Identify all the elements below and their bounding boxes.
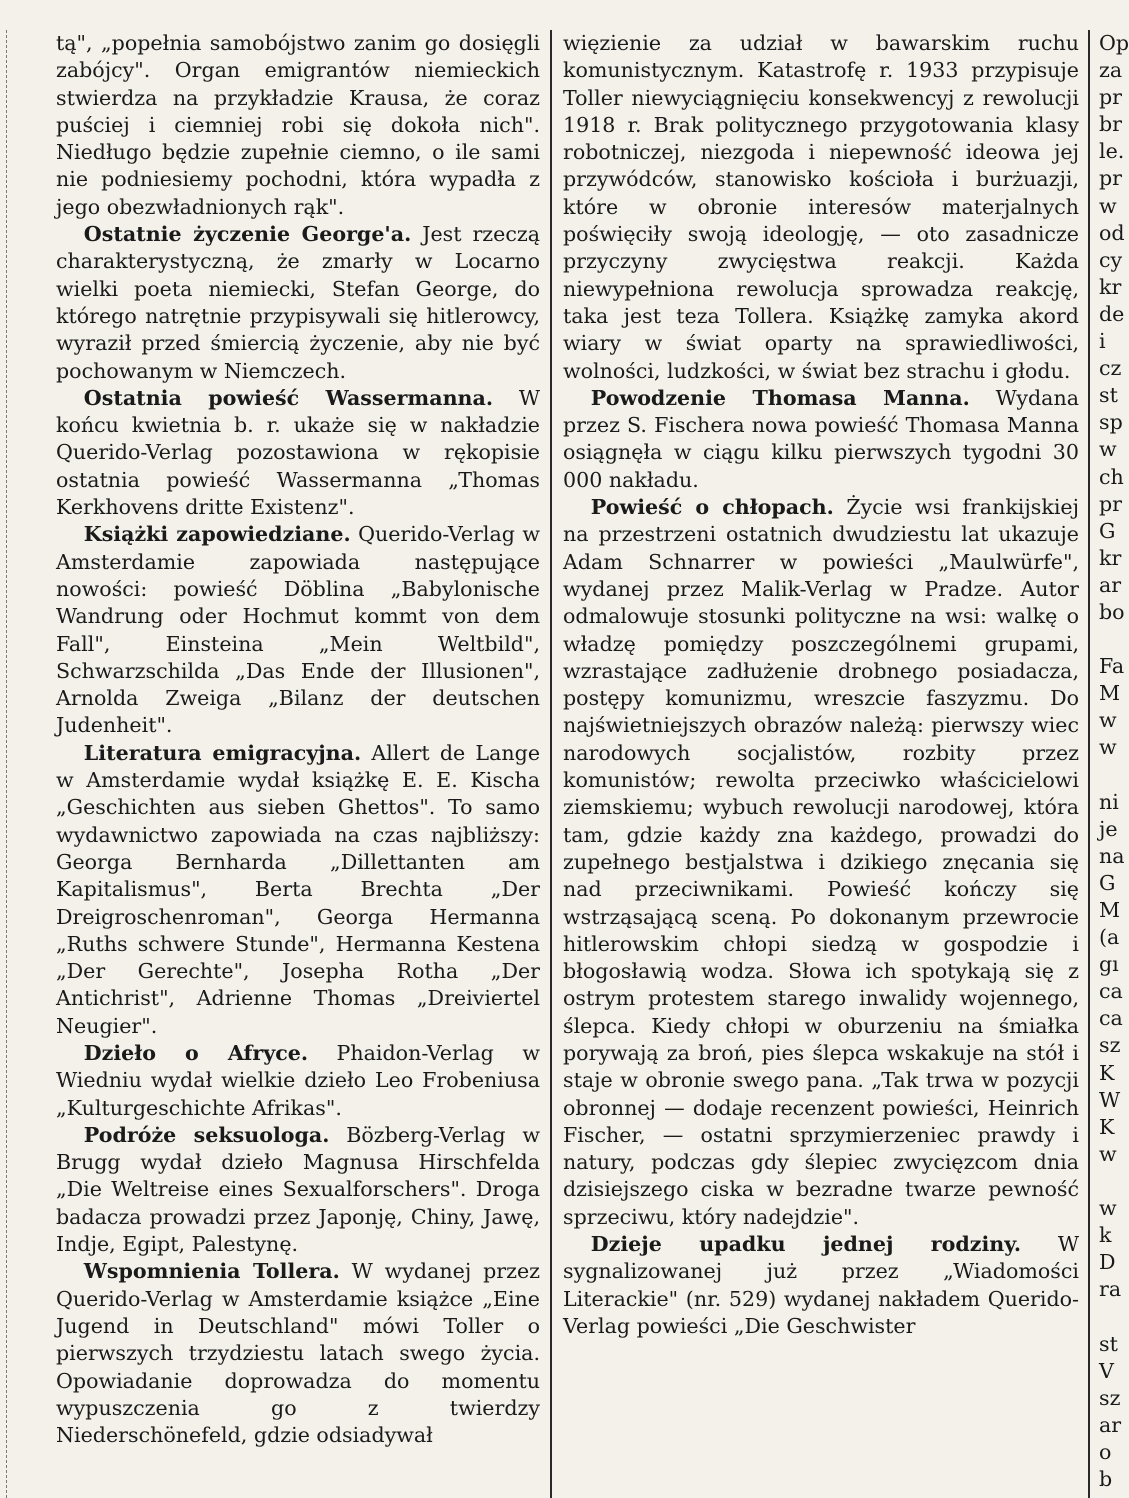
page-edge-line [6, 30, 8, 1498]
news-item [56, 221, 540, 385]
cropped-line-fragment: w [1099, 437, 1117, 462]
cropped-line-fragment: Op [1099, 31, 1129, 55]
cropped-line-fragment: sp [1099, 410, 1123, 435]
cropped-line-fragment: cy [1099, 247, 1123, 272]
news-item [56, 740, 540, 1040]
column-middle [563, 30, 1079, 1340]
cropped-line-fragment: w [1099, 193, 1117, 218]
cropped-line-fragment: V [1099, 1358, 1114, 1383]
column-left-items [56, 221, 540, 1449]
cropped-line-fragment: w [1099, 708, 1117, 733]
news-item [563, 1231, 1079, 1340]
cropped-line-fragment: b [1099, 1466, 1113, 1491]
news-item-text: W wydanej przez Querido-Verlag w Amsterdamie książce „Eine Jugend in Deutschland" mówi Toller o pierwszych trzydziestu latach swego życia. Opowiadanie doprowadza do momentu wypuszczenia go z twierdzy Niederschönefeld, gdzie odsiadywał [56, 1259, 540, 1448]
cropped-line-fragment: pr [1099, 166, 1123, 191]
cropped-line-fragment: na [1099, 843, 1125, 868]
cropped-line-fragment: bo [1099, 599, 1125, 624]
column-left-intro: tą", „popełnia samobójstwo zanim go dosięgli zabójcy". Organ emigrantów niemieckich stwierdza na przykładzie Krausa, że coraz puściej i ciemniej robi się dokoła nich". Niedługo będzie zupełnie ciemno, o ile sami nie podniesiemy pochodni, która wypadła z jego obezwładnionych rąk". [56, 31, 540, 219]
cropped-line-fragment: ni [1099, 789, 1119, 814]
column-middle-intro: więzienie za udział w bawarskim ruchu komunistycznym. Katastrofę r. 1933 przypisuje Toller niewyciągnięciu konsekwencyj z rewolucji 1918 r. Brak politycznego przygotowania klasy robotniczej, niezgoda i niepewność ideowa jej przywódców, stanowisko kościoła i burżuazji, które w obronie interesów materjalnych poświęciły swoją ideologję, — oto zasadnicze przyczyny zwycięstwa reakcji. Każda niewypełniona rewolucja sprowadza reakcję, taka jest teza Tollera. Książkę zamyka akord wiary w świat oparty na sprawiedliwości, wolności, ludzkości, w świat bez strachu i głodu. [563, 31, 1079, 383]
cropped-line-fragment: w [1099, 735, 1117, 760]
cropped-line-fragment: pr [1099, 85, 1123, 110]
news-item-heading: Książki zapowiedziane. [83, 522, 351, 547]
cropped-line-fragment: K [1099, 1060, 1115, 1085]
column-right-cropped [1099, 30, 1129, 1493]
cropped-line-fragment: kr [1099, 545, 1122, 570]
news-item-heading: Dzieło o Afryce. [83, 1040, 309, 1065]
news-item [56, 1040, 540, 1122]
cropped-line-fragment: G [1099, 870, 1116, 895]
cropped-line-fragment: sz [1099, 1033, 1121, 1058]
news-item-text: Życie wsi frankijskiej na przestrzeni ostatnich dwudziestu lat ukazuje Adam Schnarrer w powieści „Maulwürfe", wydanej przez Malik-Verlag w Pradze. Autor odmalowuje stosunki polityczne na wsi: walkę o władzę pomiędzy poszczególnemi grupami, wzrastające zadłużenie drobnego posiadacza, postępy komunizmu, wreszcie faszyzmu. Do najświetniejszych obrazów należą: pierwszy wiec narodowych socjalistów, rozbity przez komunistów; rewolta przeciwko właścicielowi ziemskiemu; wybuch rewolucji narodowej, która tam, gdzie każdy zna każdego, prowadzi do zupełnego bestjalstwa i dzikiego znęcania się nad przeciwnikami. Powieść kończy się wstrząsającą sceną. Po dokonanym przewrocie hitlerowskim chłopi siedzą w gospodzie i błogosławią wodza. Słowa ich spotykają się z ostrym protestem starego inwalidy wojennego, ślepca. Kiedy chłopi w oburzeniu na śmiałka porywają za broń, pies ślepca wskakuje na stół i staje w obronie swego pana. „Tak trwa w pozycji obronnej — dodaje recenzent powieści, Heinrich Fischer, — ostatni sprzymierzeniec prawdy i natury, podczas gdy ślepiec zwycięzcom dnia dzisiejszego ciska w bezradne twarze pewność sprzeciwu, który nadejdzie". [563, 495, 1079, 1229]
cropped-line-fragment [1099, 626, 1119, 653]
news-item-text: W końcu kwietnia b. r. ukaże się w nakładzie Querido-Verlag pozostawiona w rękopisie ostatnia powieść Wassermanna „Thomas Kerkhovens dritte Existenz". [56, 385, 541, 520]
cropped-line-fragment: w [1099, 1196, 1117, 1221]
cropped-line-fragment: de [1099, 301, 1125, 326]
news-item-text: Querido-Verlag w Amsterdamie zapowiada następujące nowości: powieść Döblina „Babylonische Wandrung oder Hochmut kommt von dem Fall", Einsteina „Mein Weltbild", Schwarzschilda „Das Ende der Illusionen", Arnolda Zweiga „Bilanz der deutschen Judenheit". [56, 522, 541, 738]
news-item [563, 385, 1079, 494]
column-middle-items [563, 385, 1079, 1340]
cropped-line-fragment: ra [1099, 1277, 1122, 1302]
news-item [56, 521, 540, 739]
news-item [56, 1122, 540, 1258]
cropped-line-fragment: kr [1099, 274, 1122, 299]
news-item [56, 1258, 540, 1449]
cropped-line-fragment: pr [1099, 491, 1123, 516]
cropped-line-fragment: k [1099, 1223, 1112, 1248]
news-item-heading: Powodzenie Thomasa Manna. [590, 385, 970, 410]
cropped-line-fragment: ar [1099, 1412, 1122, 1437]
cropped-line-fragment: M [1099, 898, 1121, 922]
cropped-line-fragment: ca [1099, 979, 1123, 1004]
cropped-line-fragment: G [1099, 518, 1116, 543]
news-item-heading: Ostatnie życzenie George'a. [83, 222, 412, 247]
cropped-line-fragment: w [1099, 1141, 1117, 1166]
news-item-heading: Literatura emigracyjna. [83, 740, 362, 765]
news-item [56, 385, 540, 521]
news-item-text: Phaidon-Verlag w Wiedniu wydał wielkie dzieło Leo Frobeniusa „Kulturgeschichte Afrikas". [56, 1040, 540, 1120]
news-item-heading: Podróże seksuologa. [83, 1122, 330, 1147]
cropped-line-fragment: je [1099, 816, 1118, 841]
news-item-heading: Wspomnienia Tollera. [83, 1259, 340, 1284]
cropped-line-fragment: st [1099, 1331, 1118, 1356]
cropped-line-fragment: cz [1099, 356, 1122, 381]
news-item-heading: Ostatnia powieść Wassermanna. [83, 385, 494, 410]
cropped-line-fragment: br [1099, 112, 1123, 137]
news-item [563, 494, 1079, 1231]
news-item-heading: Powieść o chłopach. [590, 495, 834, 520]
cropped-line-fragment: sz [1099, 1385, 1121, 1410]
cropped-line-fragment: za [1099, 58, 1123, 83]
cropped-line-fragment: K [1099, 1114, 1115, 1139]
cropped-line-fragment: st [1099, 383, 1118, 408]
cropped-line-fragment: od [1099, 220, 1125, 245]
cropped-line-fragment: le. [1099, 139, 1125, 164]
cropped-line-fragment: Fa [1099, 654, 1125, 679]
cropped-line-fragment: ca [1099, 1006, 1123, 1031]
news-item-text: Wydana przez S. Fischera nowa powieść Thomasa Manna osiągnęła w ciągu kilku pierwszych tygodni 30 000 nakładu. [563, 385, 1079, 492]
cropped-line-fragment: i [1099, 329, 1106, 354]
column-divider [1088, 30, 1090, 1498]
column-divider [550, 30, 552, 1498]
news-item-text: W sygnalizowanej już przez „Wiadomości Literackie" (nr. 529) wydanej nakładem Querido-Verlag powieści „Die Geschwister [563, 1232, 1079, 1338]
cropped-line-fragment: gı [1099, 952, 1119, 977]
cropped-line-fragment: M [1099, 681, 1121, 706]
cropped-line-fragment [1099, 1168, 1119, 1195]
news-item-text: Jest rzeczą charakterystyczną, że zmarły w Locarno wielki poeta niemiecki, Stefan George, do którego natrętnie przypisywali się hitlerowcy, wyraził przed śmiercią życzenie, aby nie być pochowanym w Niemczech. [56, 222, 540, 383]
cropped-line-fragment [1099, 1303, 1119, 1330]
cropped-line-fragment: o [1099, 1439, 1112, 1464]
cropped-line-fragment [1099, 762, 1119, 789]
cropped-line-fragment: ar [1099, 572, 1122, 597]
column-left [56, 30, 540, 1449]
cropped-line-fragment: W [1099, 1087, 1121, 1112]
cropped-line-fragment: ch [1099, 464, 1124, 489]
news-item-text: Allert de Lange w Amsterdamie wydał książkę E. E. Kischa „Geschichten aus sieben Ghettos". To samo wydawnictwo zapowiada na czas najbliższy: Georga Bernharda „Dillettanten am Kapitalismus", Berta Brechta „Der Dreigroschenroman", Georga Hermanna „Ruths schwere Stunde", Hermanna Kestena „Der Gerechte", Josepha Rotha „Der Antichrist", Adrienne Thomas „Dreiviertel Neugier". [56, 740, 541, 1038]
cropped-line-fragment: D [1099, 1250, 1116, 1275]
news-item-heading: Dzieje upadku jednej rodziny. [590, 1232, 1022, 1257]
news-item-text: Bözberg-Verlag w Brugg wydał dzieło Magnusa Hirschfelda „Die Weltreise eines Sexualforschers". Droga badacza prowadzi przez Japonję, Chiny, Jawę, Indje, Egipt, Palestynę. [56, 1122, 540, 1257]
cropped-line-fragment: (a [1099, 925, 1120, 950]
